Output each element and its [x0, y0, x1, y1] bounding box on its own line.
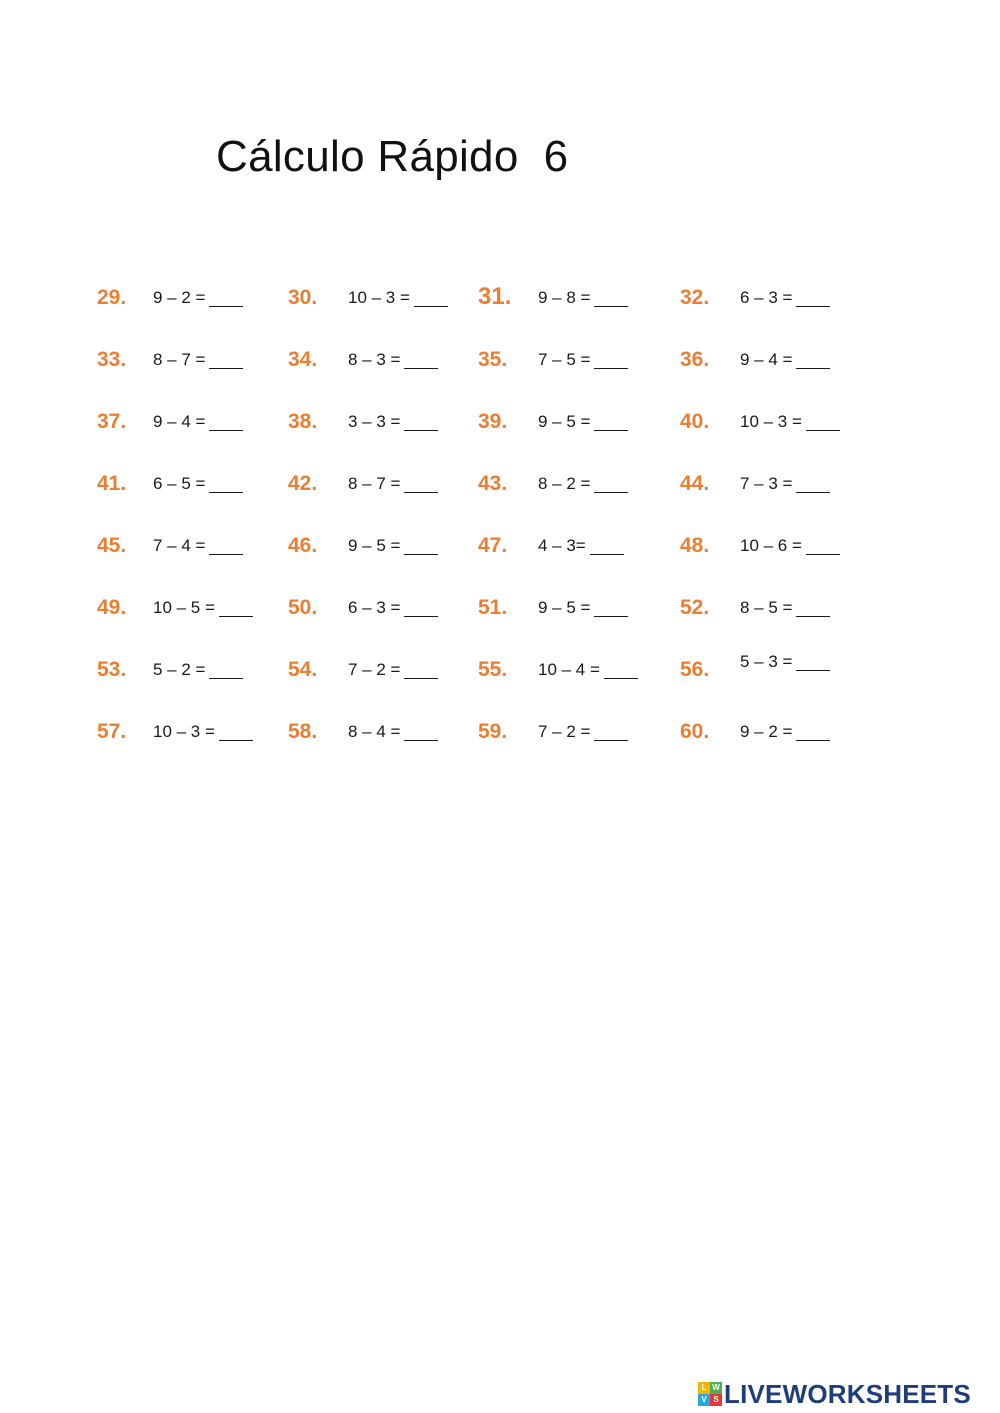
expression-text: 3 – 3 = — [348, 412, 401, 431]
exercise-number: 35. — [478, 348, 508, 371]
exercise-number: 37. — [97, 410, 127, 433]
exercise-number: 31. — [478, 283, 512, 310]
expression-text: 8 – 7 = — [153, 350, 206, 369]
expression-text: 10 – 3 = — [153, 722, 215, 741]
expression-text: 7 – 3 = — [740, 474, 793, 493]
answer-input[interactable] — [209, 476, 243, 493]
answer-input[interactable] — [414, 290, 448, 307]
exercise-expression — [348, 722, 438, 742]
expression-text: 8 – 5 = — [740, 598, 793, 617]
expression-text: 8 – 7 = — [348, 474, 401, 493]
answer-input[interactable] — [590, 538, 624, 555]
answer-input[interactable] — [594, 414, 628, 431]
exercise-number: 59. — [478, 720, 508, 743]
exercise-number: 38. — [288, 410, 318, 433]
exercise-expression — [153, 412, 243, 432]
exercise-number: 29. — [97, 286, 127, 309]
expression-text: 6 – 3 = — [348, 598, 401, 617]
answer-input[interactable] — [604, 662, 638, 679]
answer-input[interactable] — [594, 724, 628, 741]
exercise-expression — [348, 474, 438, 494]
exercise-number: 44. — [680, 472, 710, 495]
exercise-expression — [153, 350, 243, 370]
expression-text: 8 – 3 = — [348, 350, 401, 369]
exercise-expression — [153, 598, 253, 618]
exercise-number: 39. — [478, 410, 508, 433]
exercise-expression — [153, 536, 243, 556]
exercise-number: 34. — [288, 348, 318, 371]
expression-text: 7 – 2 = — [348, 660, 401, 679]
exercise-expression — [538, 350, 628, 370]
exercise-number: 57. — [97, 720, 127, 743]
answer-input[interactable] — [404, 352, 438, 369]
answer-input[interactable] — [209, 662, 243, 679]
exercise-expression — [740, 652, 830, 672]
exercise-expression — [740, 288, 830, 308]
expression-text: 9 – 5 = — [538, 412, 591, 431]
expression-text: 10 – 4 = — [538, 660, 600, 679]
exercise-expression — [348, 660, 438, 680]
logo-text: LIVEWORKSHEETS — [724, 1378, 971, 1409]
exercise-number: 41. — [97, 472, 127, 495]
answer-input[interactable] — [219, 600, 253, 617]
exercise-number: 49. — [97, 596, 127, 619]
expression-text: 9 – 5 = — [538, 598, 591, 617]
exercise-expression — [153, 722, 253, 742]
exercise-number: 36. — [680, 348, 710, 371]
exercise-expression — [538, 412, 628, 432]
expression-text: 9 – 2 = — [153, 288, 206, 307]
exercise-expression — [348, 288, 448, 308]
expression-text: 7 – 5 = — [538, 350, 591, 369]
answer-input[interactable] — [594, 476, 628, 493]
answer-input[interactable] — [404, 476, 438, 493]
logo-mark-tile: S — [710, 1394, 722, 1406]
exercise-expression — [348, 598, 438, 618]
expression-text: 9 – 8 = — [538, 288, 591, 307]
exercise-number: 48. — [680, 534, 710, 557]
logo-mark-tile: W — [710, 1382, 722, 1394]
expression-text: 6 – 5 = — [153, 474, 206, 493]
expression-text: 8 – 2 = — [538, 474, 591, 493]
expression-text: 9 – 4 = — [153, 412, 206, 431]
answer-input[interactable] — [806, 538, 840, 555]
exercise-number: 58. — [288, 720, 318, 743]
expression-text: 9 – 4 = — [740, 350, 793, 369]
expression-text: 9 – 2 = — [740, 722, 793, 741]
exercise-number: 56. — [680, 658, 710, 681]
expression-text: 9 – 5 = — [348, 536, 401, 555]
answer-input[interactable] — [796, 600, 830, 617]
expression-text: 10 – 6 = — [740, 536, 802, 555]
logo-mark-tile: L — [698, 1382, 710, 1394]
answer-input[interactable] — [404, 662, 438, 679]
exercise-expression — [348, 412, 438, 432]
answer-input[interactable] — [594, 600, 628, 617]
answer-input[interactable] — [594, 352, 628, 369]
exercise-number: 42. — [288, 472, 318, 495]
expression-text: 5 – 2 = — [153, 660, 206, 679]
answer-input[interactable] — [404, 724, 438, 741]
exercise-expression — [538, 660, 638, 680]
exercise-expression — [740, 598, 830, 618]
answer-input[interactable] — [209, 538, 243, 555]
expression-text: 4 – 3= — [538, 536, 586, 555]
answer-input[interactable] — [209, 352, 243, 369]
exercise-number: 30. — [288, 286, 318, 309]
answer-input[interactable] — [796, 352, 830, 369]
expression-text: 10 – 3 = — [740, 412, 802, 431]
exercise-number: 45. — [97, 534, 127, 557]
expression-text: 5 – 3 = — [740, 652, 793, 671]
answer-input[interactable] — [796, 724, 830, 741]
page-title: Cálculo Rápido 6 — [216, 132, 569, 181]
exercise-expression — [740, 350, 830, 370]
expression-text: 7 – 4 = — [153, 536, 206, 555]
exercise-expression — [740, 412, 840, 432]
exercise-expression — [153, 288, 243, 308]
expression-text: 10 – 5 = — [153, 598, 215, 617]
expression-text: 6 – 3 = — [740, 288, 793, 307]
exercise-expression — [348, 350, 438, 370]
exercise-expression — [348, 536, 438, 556]
exercise-expression — [538, 598, 628, 618]
answer-input[interactable] — [404, 538, 438, 555]
answer-input[interactable] — [806, 414, 840, 431]
answer-input[interactable] — [796, 654, 830, 671]
answer-input[interactable] — [594, 290, 628, 307]
exercise-number: 52. — [680, 596, 710, 619]
liveworksheets-logo — [698, 1380, 971, 1408]
exercise-expression — [538, 474, 628, 494]
exercise-expression — [538, 722, 628, 742]
exercise-number: 33. — [97, 348, 127, 371]
answer-input[interactable] — [209, 290, 243, 307]
logo-mark-tile: V — [698, 1394, 710, 1406]
exercise-number: 53. — [97, 658, 127, 681]
exercise-number: 50. — [288, 596, 318, 619]
exercise-number: 51. — [478, 596, 508, 619]
exercise-number: 46. — [288, 534, 318, 557]
expression-text: 10 – 3 = — [348, 288, 410, 307]
exercise-number: 54. — [288, 658, 318, 681]
exercise-number: 47. — [478, 534, 508, 557]
exercise-number: 43. — [478, 472, 508, 495]
exercise-number: 60. — [680, 720, 710, 743]
exercise-expression — [740, 722, 830, 742]
answer-input[interactable] — [209, 414, 243, 431]
exercise-number: 40. — [680, 410, 710, 433]
answer-input[interactable] — [404, 414, 438, 431]
exercise-number: 55. — [478, 658, 508, 681]
exercise-expression — [740, 474, 830, 494]
expression-text: 8 – 4 = — [348, 722, 401, 741]
answer-input[interactable] — [404, 600, 438, 617]
exercise-expression — [740, 536, 840, 556]
answer-input[interactable] — [796, 476, 830, 493]
expression-text: 7 – 2 = — [538, 722, 591, 741]
answer-input[interactable] — [219, 724, 253, 741]
exercise-expression — [153, 660, 243, 680]
liveworksheets-logo-icon — [698, 1382, 722, 1406]
exercise-number: 32. — [680, 286, 710, 309]
exercise-expression — [153, 474, 243, 494]
exercise-expression — [538, 536, 624, 556]
exercise-expression — [538, 288, 628, 308]
answer-input[interactable] — [796, 290, 830, 307]
